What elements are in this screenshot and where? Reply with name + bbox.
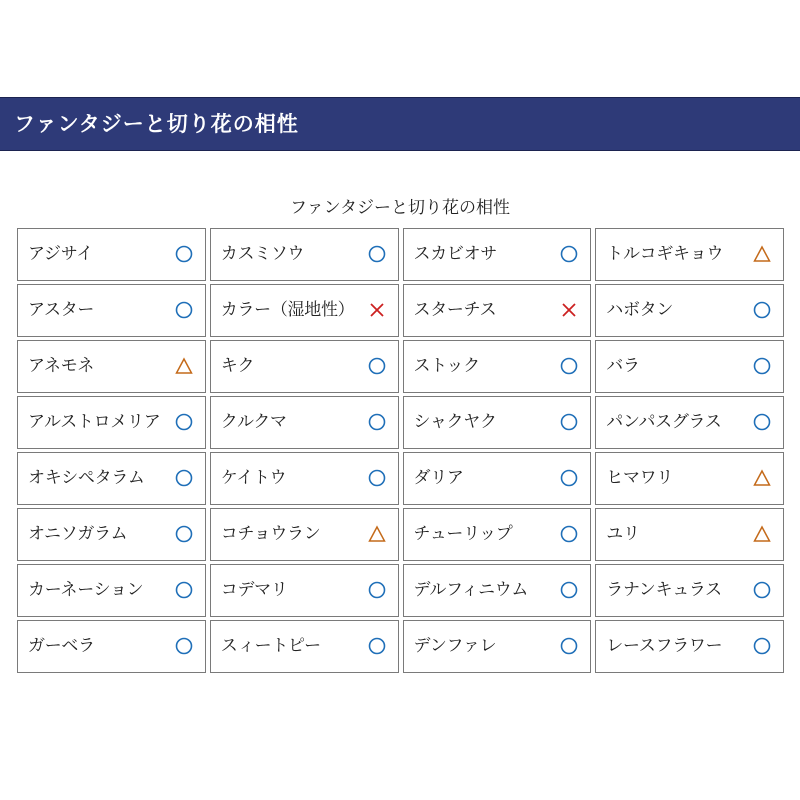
flower-name: トルコギキョウ — [606, 244, 724, 264]
flower-cell — [210, 284, 399, 337]
header-title: ファンタジーと切り花の相性 — [14, 112, 299, 136]
flower-cell — [403, 508, 592, 561]
triangle-icon — [368, 525, 386, 543]
flower-name: カスミソウ — [220, 244, 305, 264]
flower-name: チューリップ — [413, 524, 513, 544]
flower-name: ラナンキュラス — [606, 580, 722, 600]
flower-name: アルストロメリア — [28, 412, 161, 432]
flower-cell — [17, 620, 206, 673]
flower-cell — [17, 228, 206, 281]
flower-cell — [595, 340, 784, 393]
circle-icon — [368, 581, 386, 599]
circle-icon — [560, 245, 578, 263]
circle-icon — [368, 245, 386, 263]
circle-icon — [753, 301, 771, 319]
page-header — [0, 97, 800, 151]
flower-name: ケイトウ — [220, 468, 287, 488]
flower-name: パンパスグラス — [606, 412, 722, 432]
cross-icon — [560, 301, 578, 319]
circle-icon — [560, 637, 578, 655]
flower-cell — [403, 284, 592, 337]
flower-cell — [595, 284, 784, 337]
flower-cell — [210, 340, 399, 393]
flower-cell — [595, 620, 784, 673]
circle-icon — [753, 413, 771, 431]
circle-icon — [175, 637, 193, 655]
flower-cell — [17, 396, 206, 449]
flower-cell — [595, 564, 784, 617]
flower-cell — [403, 564, 592, 617]
circle-icon — [368, 357, 386, 375]
circle-icon — [753, 637, 771, 655]
circle-icon — [753, 581, 771, 599]
flower-cell — [595, 508, 784, 561]
flower-cell — [403, 452, 592, 505]
flower-name: スターチス — [413, 300, 497, 320]
triangle-icon — [753, 525, 771, 543]
flower-name: アジサイ — [28, 244, 93, 264]
flower-cell — [210, 228, 399, 281]
flower-cell — [210, 508, 399, 561]
circle-icon — [560, 581, 578, 599]
flower-cell — [17, 564, 206, 617]
circle-icon — [368, 413, 386, 431]
flower-name: キク — [220, 356, 255, 376]
flower-cell — [17, 340, 206, 393]
circle-icon — [175, 525, 193, 543]
flower-name: バラ — [606, 356, 640, 376]
triangle-icon — [753, 469, 771, 487]
flower-name: アネモネ — [28, 356, 95, 376]
flower-name: デルフィニウム — [413, 580, 529, 600]
flower-cell — [210, 452, 399, 505]
flower-cell — [403, 228, 592, 281]
flower-cell — [403, 620, 592, 673]
flower-name: コデマリ — [220, 580, 288, 600]
flower-name: ダリア — [413, 468, 464, 488]
circle-icon — [368, 637, 386, 655]
flower-name: ユリ — [606, 524, 640, 544]
flower-name: クルクマ — [220, 412, 287, 432]
flower-name: シャクヤク — [413, 412, 497, 432]
flower-cell — [210, 620, 399, 673]
circle-icon — [175, 301, 193, 319]
table-caption: ファンタジーと切り花の相性 — [290, 198, 510, 218]
circle-icon — [753, 357, 771, 375]
flower-name: ガーベラ — [28, 636, 95, 656]
flower-name: スィートピー — [220, 636, 321, 656]
flower-name: ストック — [413, 356, 480, 376]
flower-cell — [595, 396, 784, 449]
flower-name: カラー（湿地性） — [220, 300, 355, 320]
circle-icon — [560, 413, 578, 431]
flower-cell — [403, 396, 592, 449]
flower-name: オキシペタラム — [28, 468, 145, 488]
circle-icon — [560, 469, 578, 487]
cross-icon — [368, 301, 386, 319]
flower-cell — [595, 228, 784, 281]
triangle-icon — [175, 357, 193, 375]
circle-icon — [560, 357, 578, 375]
flower-name: コチョウラン — [220, 524, 321, 544]
flower-cell — [210, 396, 399, 449]
flower-name: ハボタン — [606, 300, 674, 320]
flower-name: アスター — [28, 300, 95, 320]
flower-cell — [17, 508, 206, 561]
flower-cell — [595, 452, 784, 505]
circle-icon — [175, 581, 193, 599]
circle-icon — [175, 469, 193, 487]
flower-cell — [17, 452, 206, 505]
compatibility-grid — [17, 228, 784, 673]
flower-name: スカビオサ — [413, 244, 497, 264]
flower-name: オニソガラム — [28, 524, 128, 544]
flower-name: レースフラワー — [606, 636, 723, 656]
flower-name: カーネーション — [28, 580, 144, 600]
flower-cell — [403, 340, 592, 393]
flower-cell — [17, 284, 206, 337]
circle-icon — [175, 245, 193, 263]
circle-icon — [560, 525, 578, 543]
flower-name: デンファレ — [413, 636, 497, 656]
triangle-icon — [753, 245, 771, 263]
flower-cell — [210, 564, 399, 617]
circle-icon — [175, 413, 193, 431]
circle-icon — [368, 469, 386, 487]
flower-name: ヒマワリ — [606, 468, 674, 488]
